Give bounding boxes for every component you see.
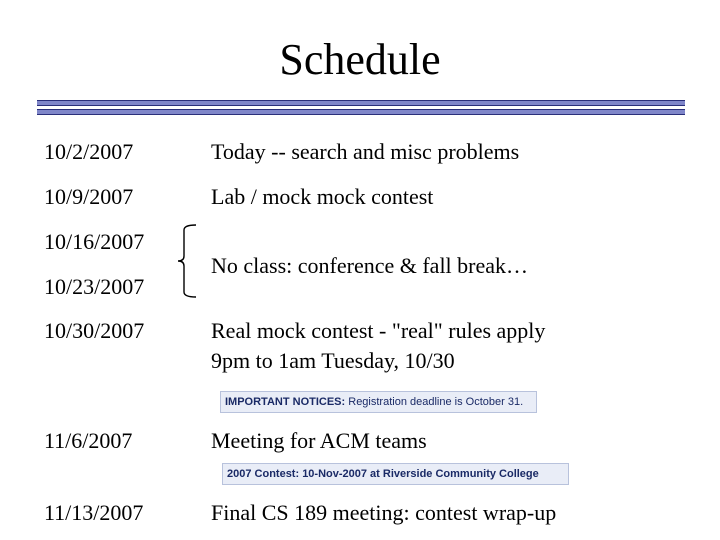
desc-row-7: Final CS 189 meeting: contest wrap-up — [211, 500, 557, 525]
date-row-2: 10/9/2007 — [44, 184, 134, 209]
date-row-1: 10/2/2007 — [44, 139, 134, 164]
desc-merged-rows: No class: conference & fall break… — [211, 253, 529, 278]
page-title: Schedule — [279, 35, 441, 84]
date-row-7: 11/13/2007 — [44, 500, 144, 525]
date-row-3: 10/16/2007 — [44, 229, 145, 254]
notice-label: IMPORTANT NOTICES: — [225, 396, 346, 408]
desc-row-2: Lab / mock mock contest — [211, 184, 434, 209]
desc-row-1: Today -- search and misc problems — [211, 139, 520, 164]
notice-text: Registration deadline is October 31. — [345, 396, 524, 408]
brace-icon — [176, 224, 198, 298]
registration-notice — [220, 391, 537, 413]
date-row-6: 11/6/2007 — [44, 428, 133, 453]
title-rule-top — [37, 100, 685, 106]
date-row-4: 10/23/2007 — [44, 274, 145, 299]
desc-row-6: Meeting for ACM teams — [211, 428, 427, 453]
desc-row-5: Real mock contest - "real" rules apply — [211, 318, 546, 343]
desc-row-5-line-2: 9pm to 1am Tuesday, 10/30 — [211, 348, 455, 373]
title-rule-bottom — [37, 109, 685, 115]
contest-notice: 2007 Contest: 10-Nov-2007 at Riverside Community College — [222, 463, 569, 485]
date-row-5: 10/30/2007 — [44, 318, 145, 343]
